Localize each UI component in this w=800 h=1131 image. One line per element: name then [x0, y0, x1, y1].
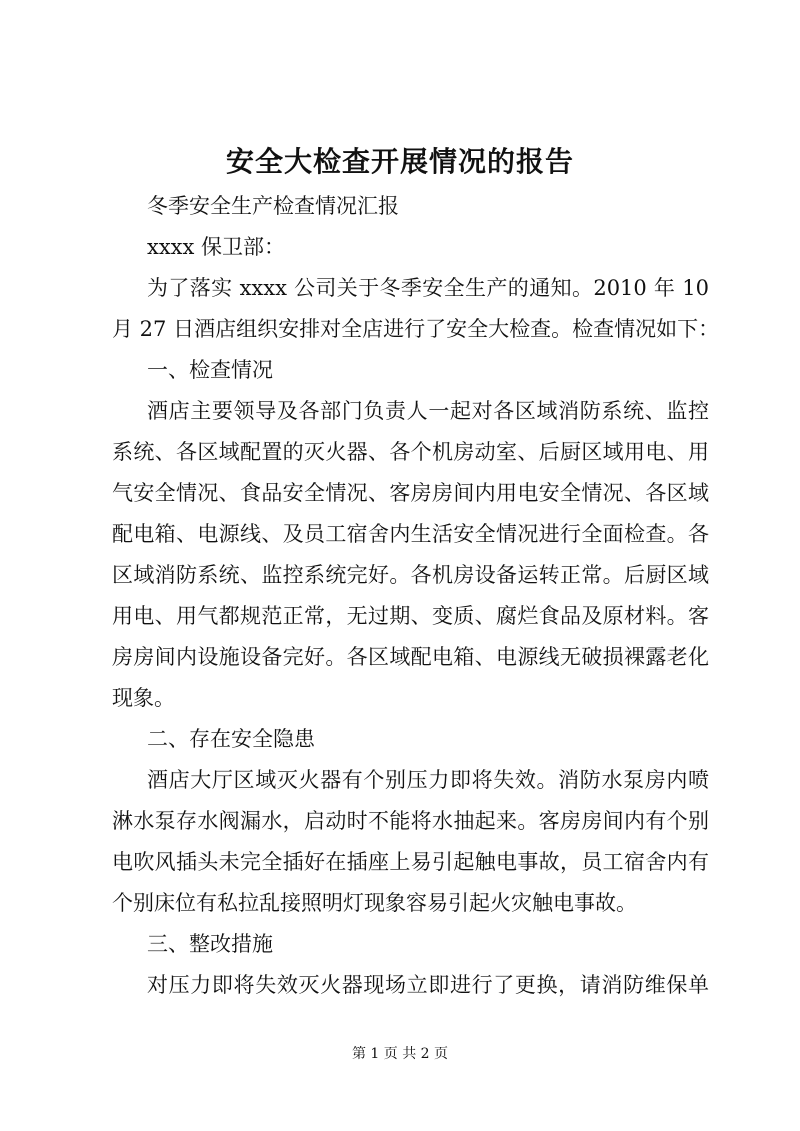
section-1-line: 系统、各区域配置的灭火器、各个机房动室、后厨区域用电、用 — [112, 440, 709, 464]
intro-line-1: 为了落实 xxxx 公司关于冬季安全生产的通知。2010 年 10 — [147, 276, 709, 300]
section-2-line: 个别床位有私拉乱接照明灯现象容易引起火灾触电事故。 — [112, 891, 637, 915]
section-3-line: 对压力即将失效灭火器现场立即进行了更换，请消防维保单 — [147, 973, 709, 997]
section-1-line: 用电、用气都规范正常，无过期、变质、腐烂食品及原材料。客 — [112, 604, 709, 628]
section-1-line: 现象。 — [112, 686, 175, 710]
intro-line-2: 月 27 日酒店组织安排对全店进行了安全大检查。检查情况如下： — [112, 317, 720, 341]
section-2-heading: 二、存在安全隐患 — [147, 727, 315, 751]
section-1-heading: 一、检查情况 — [147, 358, 273, 382]
page-footer: 第 1 页 共 2 页 — [351, 1046, 449, 1062]
section-1-line: 房房间内设施设备完好。各区域配电箱、电源线无破损裸露老化 — [112, 645, 709, 669]
section-1-line: 区域消防系统、监控系统完好。各机房设备运转正常。后厨区域 — [112, 563, 709, 587]
section-1-line: 酒店主要领导及各部门负责人一起对各区域消防系统、监控 — [147, 399, 709, 423]
subtitle: 冬季安全生产检查情况汇报 — [147, 194, 399, 218]
section-2-line: 淋水泵存水阀漏水，启动时不能将水抽起来。客房房间内有个别 — [112, 809, 709, 833]
section-2-line: 电吹风插头未完全插好在插座上易引起触电事故，员工宿舍内有 — [112, 850, 709, 874]
section-3-heading: 三、整改措施 — [147, 932, 273, 956]
addressee: xxxx 保卫部： — [147, 235, 286, 259]
section-2-line: 酒店大厅区域灭火器有个别压力即将失效。消防水泵房内喷 — [147, 768, 709, 792]
document-title: 安全大检查开展情况的报告 — [225, 145, 574, 178]
section-1-line: 气安全情况、食品安全情况、客房房间内用电安全情况、各区域 — [112, 481, 709, 505]
section-1-line: 配电箱、电源线、及员工宿舍内生活安全情况进行全面检查。各 — [112, 522, 709, 546]
